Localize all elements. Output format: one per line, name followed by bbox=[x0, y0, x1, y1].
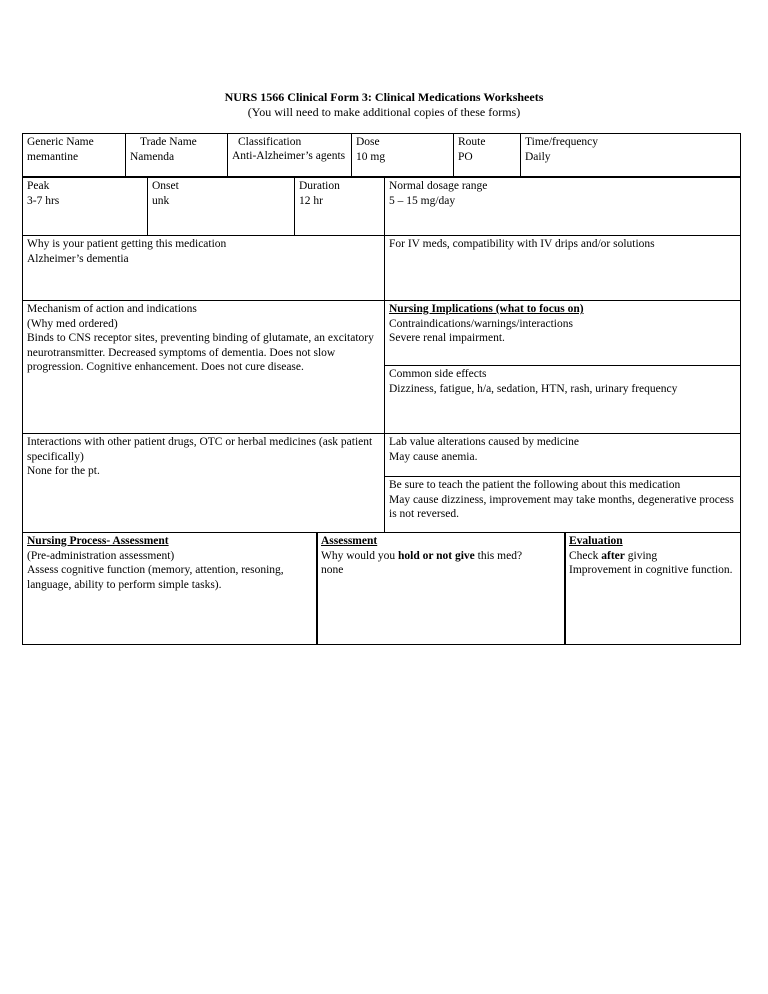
evaluation-label: Evaluation bbox=[569, 535, 623, 547]
lab-values-label: Lab value alterations caused by medicine bbox=[389, 436, 579, 448]
evaluation-question-pre: Check bbox=[569, 549, 602, 562]
trade-name-value: Namenda bbox=[130, 150, 175, 163]
onset-value: unk bbox=[152, 194, 170, 207]
route-label: Route bbox=[458, 136, 486, 148]
route-value: PO bbox=[458, 150, 473, 163]
duration-value: 12 hr bbox=[299, 194, 323, 207]
reason-value: Alzheimer’s dementia bbox=[27, 252, 129, 265]
patient-teaching-label: Be sure to teach the patient the following about this medication bbox=[389, 479, 681, 491]
generic-name-value: memantine bbox=[27, 150, 79, 163]
interactions-label: Interactions with other patient drugs, OTC or herbal medicines (ask patient specifically) bbox=[27, 436, 376, 463]
mechanism-cell bbox=[22, 300, 385, 434]
classification-value: Anti-Alzheimer’s agents bbox=[232, 149, 346, 162]
mechanism-label: Mechanism of action and indications bbox=[27, 303, 197, 315]
onset-cell bbox=[147, 177, 295, 236]
patient-teaching-cell bbox=[384, 476, 741, 533]
form-subtitle: (You will need to make additional copies of these forms) bbox=[247, 105, 521, 119]
patient-teaching-value: May cause dizziness, improvement may take months, degenerative process is not reversed. bbox=[389, 493, 737, 520]
lab-values-cell bbox=[384, 433, 741, 477]
contraindications-value: Severe renal impairment. bbox=[389, 332, 505, 344]
side-effects-cell bbox=[384, 365, 741, 434]
classification-cell bbox=[227, 133, 352, 177]
reason-cell bbox=[22, 235, 385, 301]
assessment-cell bbox=[316, 532, 566, 645]
iv-compatibility-cell bbox=[384, 235, 741, 301]
nursing-process-sublabel: (Pre-administration assessment) bbox=[27, 549, 175, 562]
mechanism-sublabel: (Why med ordered) bbox=[27, 317, 118, 330]
peak-value: 3-7 hrs bbox=[27, 194, 60, 207]
dosage-range-label: Normal dosage range bbox=[389, 180, 488, 192]
side-effects-value: Dizziness, fatigue, h/a, sedation, HTN, rash, urinary frequency bbox=[389, 382, 678, 395]
route-cell bbox=[453, 133, 521, 177]
nursing-implications-label: Nursing Implications (what to focus on) bbox=[389, 303, 584, 315]
assessment-label: Assessment bbox=[321, 535, 378, 547]
reason-label: Why is your patient getting this medication bbox=[27, 238, 227, 250]
interactions-value: None for the pt. bbox=[27, 465, 100, 477]
lab-values-value: May cause anemia. bbox=[389, 450, 478, 463]
nursing-process-value: Assess cognitive function (memory, attention, resoning, language, ability to perform simple tasks). bbox=[27, 564, 287, 591]
evaluation-cell bbox=[564, 532, 741, 645]
trade-name-label: Trade Name bbox=[140, 136, 197, 148]
evaluation-value: Improvement in cognitive function. bbox=[569, 564, 733, 576]
assessment-question-pre: Why would you bbox=[321, 549, 398, 562]
duration-label: Duration bbox=[299, 180, 340, 192]
time-frequency-cell bbox=[520, 133, 741, 177]
assessment-question-emphasis: hold or not give bbox=[397, 549, 475, 562]
evaluation-question-emphasis: after bbox=[601, 549, 625, 562]
mechanism-value: Binds to CNS receptor sites, preventing binding of glutamate, an excitatory neurotransmitter. Decreased symptoms of dementia. Does not slow progression. Cognitive enhancement. Does not cure disease. bbox=[27, 332, 377, 373]
assessment-question-post: this med? bbox=[474, 549, 523, 562]
iv-compatibility-label: For IV meds, compatibility with IV drips and/or solutions bbox=[389, 238, 655, 250]
evaluation-question-post: giving bbox=[624, 549, 658, 562]
nursing-process-cell bbox=[22, 532, 318, 645]
form-title: NURS 1566 Clinical Form 3: Clinical Medications Worksheets bbox=[224, 90, 544, 104]
evaluation-question bbox=[569, 549, 736, 564]
assessment-value: none bbox=[321, 564, 344, 576]
dosage-range-cell bbox=[384, 177, 741, 236]
trade-name-cell bbox=[125, 133, 228, 177]
assessment-question bbox=[321, 549, 561, 564]
dose-cell bbox=[351, 133, 454, 177]
side-effects-label: Common side effects bbox=[389, 368, 487, 380]
generic-name-label: Generic Name bbox=[27, 136, 94, 148]
peak-cell bbox=[22, 177, 148, 236]
nursing-implications-cell bbox=[384, 300, 741, 366]
interactions-cell bbox=[22, 433, 385, 533]
time-frequency-value: Daily bbox=[525, 150, 551, 163]
time-frequency-label: Time/frequency bbox=[525, 136, 599, 148]
onset-label: Onset bbox=[152, 180, 179, 192]
generic-name-cell bbox=[22, 133, 126, 177]
classification-label: Classification bbox=[238, 136, 302, 148]
dosage-range-value: 5 – 15 mg/day bbox=[389, 194, 456, 207]
peak-label: Peak bbox=[27, 180, 50, 192]
contraindications-label: Contraindications/warnings/interactions bbox=[389, 317, 573, 330]
duration-cell bbox=[294, 177, 385, 236]
dose-label: Dose bbox=[356, 136, 380, 148]
nursing-process-label: Nursing Process- Assessment bbox=[27, 535, 169, 547]
dose-value: 10 mg bbox=[356, 150, 386, 163]
